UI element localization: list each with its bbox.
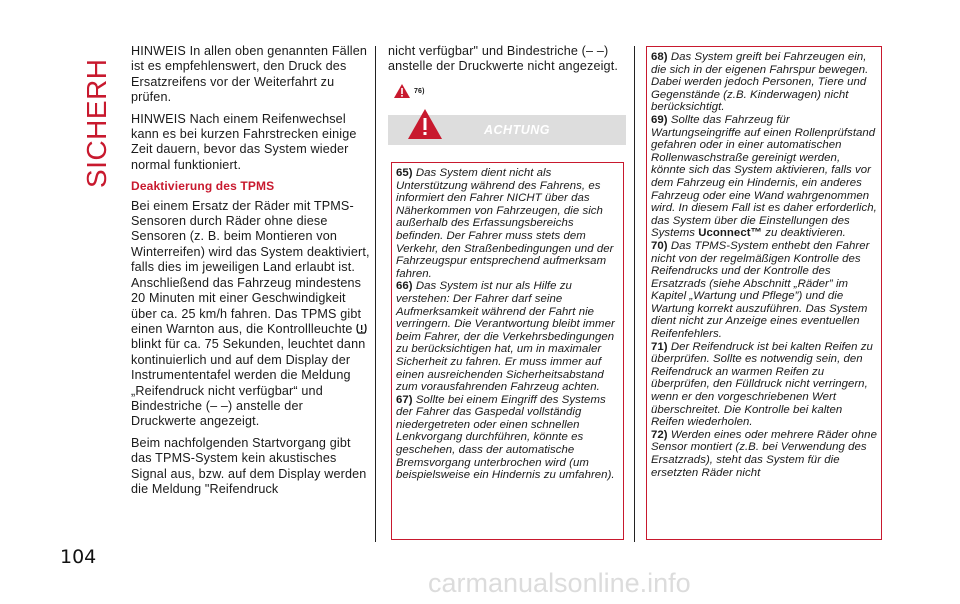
warning-item-number: 67) <box>396 393 413 406</box>
column-divider <box>375 46 376 542</box>
warning-item-text: zu deaktivieren. <box>765 227 846 240</box>
subheading: Deaktivierung des TPMS <box>131 179 275 194</box>
warning-item-text: Sollte das Fahrzeug für Wartungseingriffe auf einen Rollenprüfstand gefahren oder in einer automatischen Rollenwaschstraße gereinigt werden, könnte sich das System aktivieren, falls vor dem Fahrzeug ein Hindernis, ein anderes Fahrzeug oder eine Wand wahrgenommen wird. In diesem Fall ist es daher erforderlich, das System über die Einstellungen des Systems <box>651 113 877 240</box>
warning-item <box>651 429 877 479</box>
page-number: 104 <box>60 546 97 568</box>
column-1 <box>131 44 371 503</box>
warning-item-text: Das System greift bei Fahrzeugen ein, die sich in der eigenen Fahrspur bewegen. Dabei werden jedoch Personen, Tiere und Gegenstände (z.B. Kinderwagen) nicht berücksichtigt. <box>651 51 869 114</box>
column-2 <box>388 44 626 145</box>
warning-item-number: 72) <box>651 428 668 441</box>
warning-box-right <box>646 46 882 540</box>
warning-box-left <box>391 162 624 540</box>
paragraph: Bei einem Ersatz der Räder mit TPMS-Sensoren durch Räder ohne diese Sensoren (z. B. beim Montieren von Winterreifen) wird das System deaktiviert, falls dies im jeweiligen Land erlaubt ist. Anschließend das Fahrzeug mindestens 20 Minuten mit einer Geschwindigkeit über ca. 25 km/h fahren. Das TPMS gibt einen Warnton aus, die Kontrollleuchte blinkt für ca. 75 Sekunden, leuchtet dann kontinuierlich und auf dem Display der Instrumententafel werden die Meldung „Reifendruck nicht verfügbar“ und Bindestriche (– –) anstelle der Druckwerte angezeigt. <box>131 198 370 429</box>
warning-ref-number: 76) <box>414 87 425 95</box>
warning-item-text: Das TPMS-System enthebt den Fahrer nicht von der regelmäßigen Kontrolle des Reifendrucks und der Kontrolle des Ersatzrads (siehe Abschnitt „Räder” im Kapitel „Wartung und Pflege”) und die Wartung korrekt auszuführen. Das System dient nicht zur Anzeige eines eventuellen Reifenfehlers. <box>651 239 870 341</box>
brand-name: Uconnect™ <box>698 227 762 240</box>
warning-item <box>651 114 877 240</box>
warning-item <box>396 280 619 393</box>
achtung-header <box>388 115 626 145</box>
paragraph: Beim nachfolgenden Startvorgang gibt das TPMS-System kein akustisches Signal aus, bzw. auf dem Display werden die Meldung "Reifendruck <box>131 435 367 496</box>
warning-item-number: 68) <box>651 51 668 63</box>
warning-item-text: Werden eines oder mehrere Räder ohne Sensor montiert (z.B. bei Verwendung des Ersatzrads), steht das System für die ersetzten Räder nicht <box>651 428 877 479</box>
warning-item-number: 66) <box>396 280 413 293</box>
svg-text:SICHERHEIT: SICHERHEIT <box>81 60 112 188</box>
warning-item-number: 70) <box>651 239 668 252</box>
paragraph: HINWEIS Nach einem Reifenwechsel kann es bei kurzen Fahrstrecken einige Zeit dauern, bevor das System wieder normal funktioniert. <box>131 111 357 172</box>
warning-triangle-icon <box>394 84 410 98</box>
warning-item-text: Sollte bei einem Eingriff des Systems der Fahrer das Gaspedal vollständig niedergetreten oder einen schnellen Lenkvorgang durchführen, könnte es geschehen, dass der automatische Bremsvorgang unterbrochen wird (um beispielsweise ein Hindernis zu umfahren). <box>396 393 615 482</box>
warning-item <box>396 167 619 280</box>
warning-item-number: 69) <box>651 113 668 126</box>
paragraph: nicht verfügbar" und Bindestriche (– –) anstelle der Druckwerte nicht angezeigt. <box>388 44 619 74</box>
warning-item <box>396 394 619 482</box>
warning-reference <box>394 84 626 99</box>
warning-item <box>651 240 877 341</box>
watermark: carmanualsonline.info <box>428 568 691 598</box>
section-title <box>66 60 116 190</box>
warning-item <box>651 341 877 429</box>
column-divider <box>634 46 635 542</box>
warning-item-number: 71) <box>651 340 668 353</box>
achtung-label: ACHTUNG <box>484 123 550 138</box>
paragraph: HINWEIS In allen oben genannten Fällen ist es empfehlenswert, den Druck des Ersatzreifens vor der Weiterfahrt zu prüfen. <box>131 44 368 105</box>
warning-item-text: Das System ist nur als Hilfe zu verstehen: Der Fahrer darf seine Aufmerksamkeit während der Fahrt nie verringern. Die Verantwortung bleibt immer beim Fahrer, der die Verkehrsbedingungen zu berücksichtigen hat, um in maximaler Sicherheit zu fahren. Er muss immer auf einen ausreichenden Sicherheitsabstand zum vorausfahrenden Fahrzeug achten. <box>396 280 615 394</box>
tire-pressure-warning-icon <box>356 322 367 335</box>
warning-item-number: 65) <box>396 167 413 179</box>
warning-item-text: Der Reifendruck ist bei kalten Reifen zu überprüfen. Sollte es notwendig sein, den Reifendruck an warmen Reifen zu überprüfen, den Fülldruck nicht verringern, wenn er den vorgeschriebenen Wert überschreitet. Die Kontrolle bei kalten Reifen wiederholen. <box>651 340 873 429</box>
warning-item-text: Das System dient nicht als Unterstützung während des Fahrens, es informiert den Fahrer NICHT über das Näherkommen von Fahrzeugen, die sich außerhalb des Erfassungsbereichs befinden. Der Fahrer muss stets dem Verkehr, den Straßenbedingungen und der Fahrzeugspur entsprechend aufmerksam fahren. <box>396 167 614 280</box>
warning-item <box>651 51 877 114</box>
warning-triangle-icon <box>408 109 442 139</box>
